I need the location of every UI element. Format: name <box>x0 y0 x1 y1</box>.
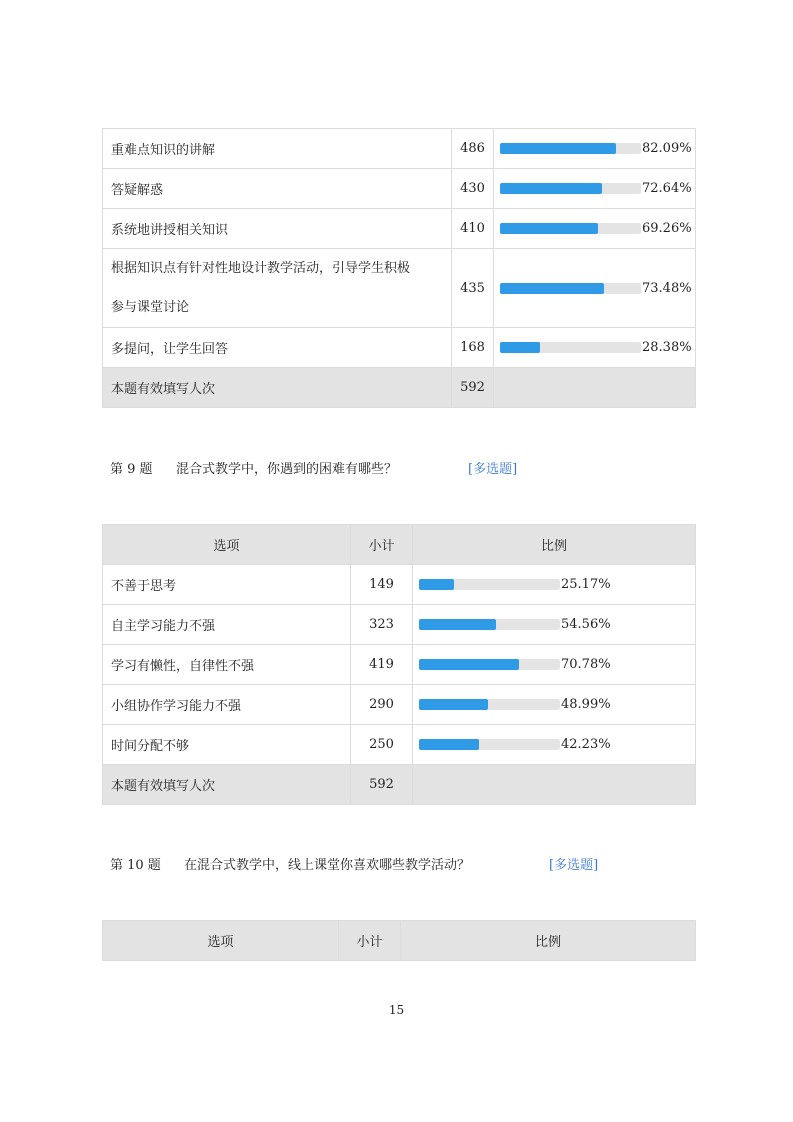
percent-label: 70.78% <box>561 657 611 672</box>
progress-fill <box>419 579 454 590</box>
option-cell <box>103 328 452 368</box>
question-10-title <box>110 854 599 873</box>
ratio-bar <box>413 697 695 712</box>
option-label: 不善于思考 <box>111 579 177 594</box>
option-label: 多提问，让学生回答 <box>111 342 229 357</box>
progress-track <box>500 223 641 234</box>
table-row <box>103 645 696 685</box>
progress-fill <box>500 283 604 294</box>
option-cell <box>103 169 452 209</box>
percent-label: 42.23% <box>561 737 611 752</box>
percent-label: 54.56% <box>561 617 611 632</box>
question-type-tag: [多选题] <box>468 462 518 477</box>
total-label: 本题有效填写人次 <box>103 368 452 408</box>
table-header-row <box>103 525 696 565</box>
total-label: 本题有效填写人次 <box>103 765 351 805</box>
ratio-bar <box>494 181 695 196</box>
option-cell <box>103 209 452 249</box>
header-option: 选项 <box>103 525 351 565</box>
progress-track <box>419 699 560 710</box>
table-row <box>103 685 696 725</box>
total-empty-cell <box>413 765 696 805</box>
count-cell: 435 <box>452 249 494 328</box>
progress-track <box>500 143 641 154</box>
q10-results-table <box>102 920 696 961</box>
count-cell: 486 <box>452 129 494 169</box>
header-count: 小计 <box>339 921 401 961</box>
ratio-cell <box>413 645 696 685</box>
progress-track <box>419 579 560 590</box>
ratio-cell <box>413 685 696 725</box>
page-number: 15 <box>388 1003 405 1017</box>
progress-fill <box>419 699 488 710</box>
table-row <box>103 169 696 209</box>
table-row <box>103 249 696 328</box>
option-label-line: 根据知识点有针对性地设计教学活动，引导学生积极 <box>111 261 411 276</box>
question-number: 第 9 题 <box>110 462 153 477</box>
count-cell: 149 <box>351 565 413 605</box>
header-option: 选项 <box>103 921 339 961</box>
option-cell <box>103 249 452 328</box>
progress-fill <box>500 342 540 353</box>
count-cell: 430 <box>452 169 494 209</box>
percent-label: 48.99% <box>561 697 611 712</box>
ratio-bar <box>413 577 695 592</box>
progress-fill <box>500 223 598 234</box>
question-text: 在混合式教学中，线上课堂你喜欢哪些教学活动？ <box>184 858 471 873</box>
option-cell <box>103 605 351 645</box>
option-label: 时间分配不够 <box>111 739 190 754</box>
question-9-title <box>110 458 518 477</box>
option-cell <box>103 725 351 765</box>
progress-track <box>500 183 641 194</box>
ratio-cell <box>494 129 696 169</box>
total-count: 592 <box>351 765 413 805</box>
ratio-bar <box>494 141 695 156</box>
progress-track <box>419 659 560 670</box>
table-row <box>103 209 696 249</box>
count-cell: 290 <box>351 685 413 725</box>
option-label: 学习有懒性，自律性不强 <box>111 659 255 674</box>
header-ratio: 比例 <box>401 921 696 961</box>
progress-fill <box>500 183 602 194</box>
option-label: 小组协作学习能力不强 <box>111 699 242 714</box>
ratio-cell <box>494 249 696 328</box>
total-count: 592 <box>452 368 494 408</box>
percent-label: 28.38% <box>642 340 692 355</box>
q8-table-body <box>103 129 696 408</box>
count-cell: 419 <box>351 645 413 685</box>
option-label: 答疑解惑 <box>111 183 164 198</box>
question-text: 混合式教学中，你遇到的困难有哪些？ <box>176 462 398 477</box>
option-cell <box>103 129 452 169</box>
header-count: 小计 <box>351 525 413 565</box>
total-row <box>103 368 696 408</box>
option-cell <box>103 565 351 605</box>
progress-track <box>419 619 560 630</box>
table-row <box>103 725 696 765</box>
ratio-cell <box>413 605 696 645</box>
ratio-cell <box>494 209 696 249</box>
progress-fill <box>419 739 479 750</box>
progress-track <box>419 739 560 750</box>
option-cell <box>103 645 351 685</box>
ratio-cell <box>413 565 696 605</box>
percent-label: 72.64% <box>642 181 692 196</box>
option-label: 自主学习能力不强 <box>111 619 216 634</box>
q8-results-table <box>102 128 696 408</box>
table-row <box>103 328 696 368</box>
total-empty-cell <box>494 368 696 408</box>
percent-label: 25.17% <box>561 577 611 592</box>
total-row <box>103 765 696 805</box>
option-label: 系统地讲授相关知识 <box>111 223 229 238</box>
table-row <box>103 565 696 605</box>
table-row <box>103 605 696 645</box>
q9-table-body <box>103 525 696 805</box>
table-header-row <box>103 921 696 961</box>
progress-fill <box>500 143 616 154</box>
ratio-cell <box>413 725 696 765</box>
progress-track <box>500 283 641 294</box>
ratio-bar <box>494 281 695 296</box>
option-cell <box>103 685 351 725</box>
question-number: 第 10 题 <box>110 858 161 873</box>
header-ratio: 比例 <box>413 525 696 565</box>
progress-fill <box>419 659 519 670</box>
ratio-bar <box>413 617 695 632</box>
ratio-bar <box>413 737 695 752</box>
ratio-cell <box>494 169 696 209</box>
progress-fill <box>419 619 496 630</box>
option-label: 重难点知识的讲解 <box>111 143 216 158</box>
q9-results-table <box>102 524 696 805</box>
ratio-bar <box>494 221 695 236</box>
count-cell: 168 <box>452 328 494 368</box>
count-cell: 410 <box>452 209 494 249</box>
progress-track <box>500 342 641 353</box>
ratio-bar <box>494 340 695 355</box>
count-cell: 323 <box>351 605 413 645</box>
ratio-cell <box>494 328 696 368</box>
table-row <box>103 129 696 169</box>
count-cell: 250 <box>351 725 413 765</box>
percent-label: 73.48% <box>642 280 692 296</box>
option-label-line: 参与课堂讨论 <box>111 300 190 315</box>
percent-label: 82.09% <box>642 141 692 156</box>
percent-label: 69.26% <box>642 221 692 236</box>
question-type-tag: [多选题] <box>549 858 599 873</box>
ratio-bar <box>413 657 695 672</box>
